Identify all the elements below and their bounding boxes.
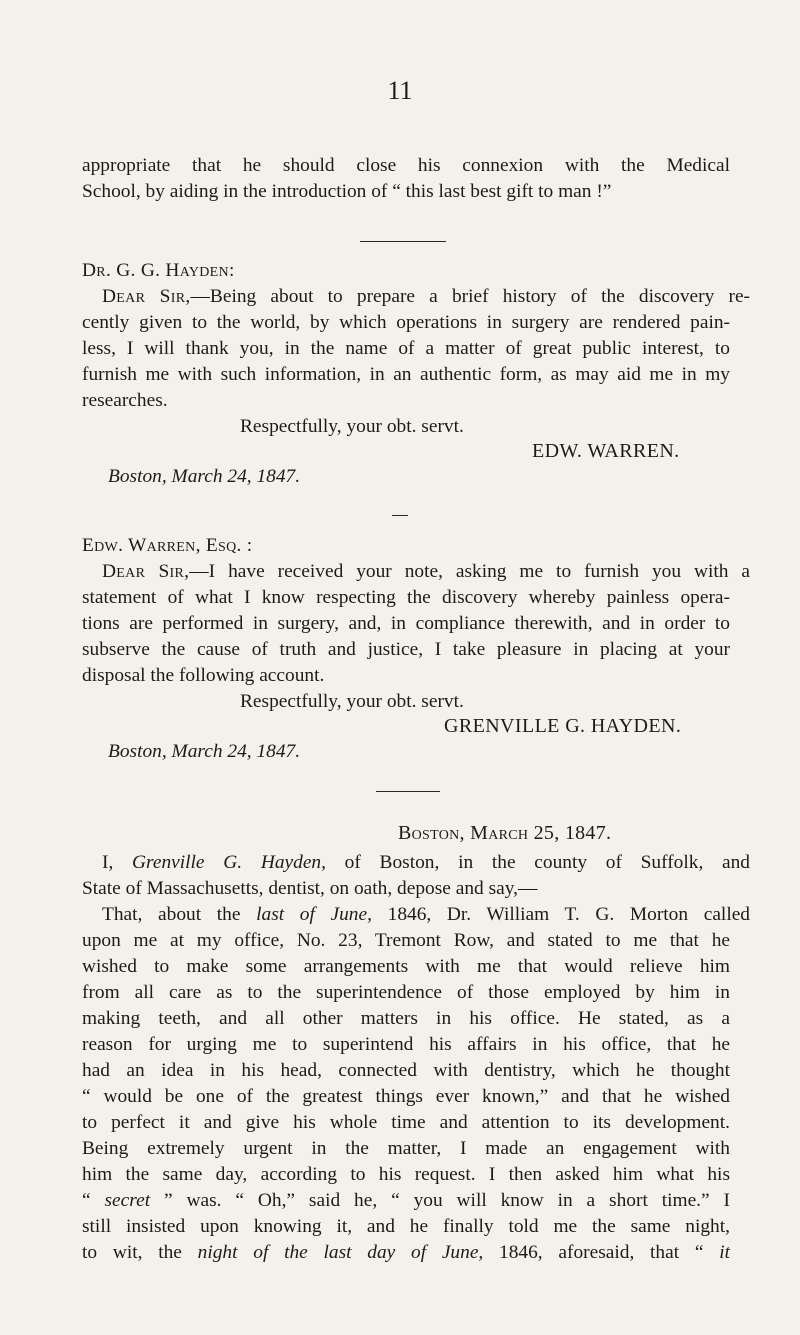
emphasis: last of June, [256, 904, 372, 925]
letter2-body-text: —I have received your note, asking me to furnish you with a [189, 561, 750, 582]
letter1-salutation: Dear Sir, [102, 286, 191, 307]
letter2-place-date: Boston, March 24, 1847. [108, 741, 301, 762]
deposition-line: from all care as to the superintendence of those employed by him in [82, 982, 730, 1003]
letter2-closing: Respectfully, your obt. servt. [240, 691, 464, 712]
text-segment: “ [82, 1190, 105, 1211]
emphasis: night of the last day of June, [197, 1242, 484, 1263]
deponent-name: Grenville G. Hayden, [132, 852, 326, 873]
text-segment: to wit, the [82, 1242, 198, 1263]
section-divider [376, 791, 440, 792]
letter2-signature: GRENVILLE G. HAYDEN. [444, 715, 682, 737]
letter1-line: researches. [82, 390, 168, 411]
short-divider [392, 515, 408, 516]
letter2-salutation: Dear Sir, [102, 561, 190, 582]
deposition-line: still insisted upon knowing it, and he finally told me the same night, [82, 1216, 730, 1237]
letter2-line: subserve the cause of truth and justice, I take pleasure in placing at your [82, 639, 730, 660]
section-divider [360, 241, 446, 242]
intro-line: School, by aiding in the introduction of “ this last best gift to man !” [82, 181, 612, 202]
letter1-line: less, I will thank you, in the name of a matter of great public interest, to [82, 338, 730, 359]
emphasis: secret [104, 1190, 151, 1211]
deposition-line [82, 1188, 730, 1214]
deposition-line: upon me at my office, No. 23, Tremont Row, and stated to me that he [82, 930, 730, 951]
deposition-line: State of Massachusetts, dentist, on oath, depose and say,— [82, 878, 538, 899]
text-segment: 1846, aforesaid, that “ [483, 1242, 720, 1263]
deposition-line [82, 1240, 730, 1266]
text-segment: of Boston, in the county of Suffolk, and [325, 852, 751, 873]
deposition-line: him the same day, according to his request. I then asked him what his [82, 1164, 730, 1185]
text-segment: 1846, Dr. William T. G. Morton called [371, 904, 751, 925]
letter1-place-date: Boston, March 24, 1847. [108, 466, 301, 487]
letter2-line: disposal the following account. [82, 665, 325, 686]
deposition-line: had an idea in his head, connected with dentistry, which he thought [82, 1060, 730, 1081]
letter1-addressee: Dr. G. G. Hayden: [82, 260, 235, 281]
deposition-line: to perfect it and give his whole time and attention to its development. [82, 1112, 730, 1133]
letter1-signature: EDW. WARREN. [532, 440, 680, 462]
deposition-line: reason for urging me to superintend his affairs in his office, that he [82, 1034, 730, 1055]
letter1-line: cently given to the world, by which operations in surgery are rendered pain- [82, 312, 730, 333]
text-segment: I, [102, 852, 133, 873]
deposition-line [82, 902, 750, 928]
letter2-addressee: Edw. Warren, Esq. : [82, 535, 253, 556]
deposition-line: wished to make some arrangements with me that would relieve him [82, 956, 730, 977]
letter2-line: tions are performed in surgery, and, in compliance therewith, and in order to [82, 613, 730, 634]
deposition-line: “ would be one of the greatest things ever known,” and that he wished [82, 1086, 730, 1107]
letter1-line: furnish me with such information, in an authentic form, as may aid me in my [82, 364, 730, 385]
deposition-line: making teeth, and all other matters in his office. He stated, as a [82, 1008, 730, 1029]
letter2-first-line [82, 559, 750, 585]
page-number: 11 [387, 76, 413, 105]
deposition-line [82, 850, 750, 876]
letter1-body-text: —Being about to prepare a brief history of the discovery re- [190, 286, 751, 307]
text-segment: ” was. “ Oh,” said he, “ you will know in a short time.” I [150, 1190, 730, 1211]
letter1-closing: Respectfully, your obt. servt. [240, 416, 464, 437]
letter2-line: statement of what I know respecting the discovery whereby painless opera- [82, 587, 730, 608]
letter1-first-line [82, 284, 750, 310]
intro-line: appropriate that he should close his connexion with the Medical [82, 155, 730, 176]
emphasis: it [719, 1242, 730, 1263]
deposition-line: Being extremely urgent in the matter, I made an engagement with [82, 1138, 730, 1159]
deposition-dateline: Boston, March 25, 1847. [398, 822, 612, 844]
text-segment: That, about the [102, 904, 257, 925]
